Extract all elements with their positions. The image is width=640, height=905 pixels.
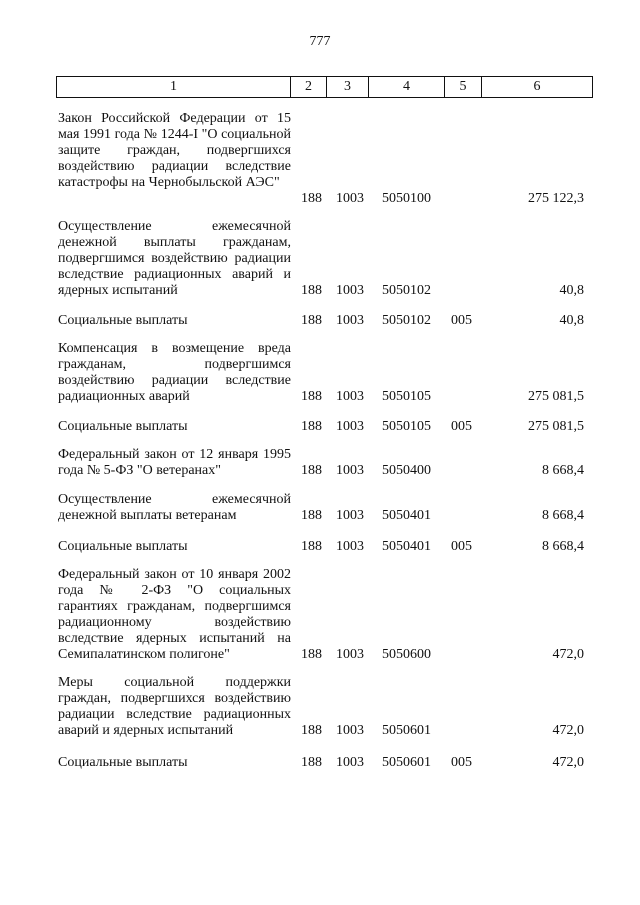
row-value-col2: 188 (301, 313, 322, 328)
row-value-col6: 275 081,5 (528, 419, 584, 434)
row-value-col3: 1003 (336, 508, 364, 523)
row-value-col4: 5050400 (382, 463, 431, 478)
row-value-col3: 1003 (336, 419, 364, 434)
column-header-1: 1 (57, 77, 291, 98)
row-description: Осуществление ежемесячной денежной выплаты ветеранам (58, 492, 291, 523)
row-description: Закон Российской Федерации от 15 мая 1991 года № 1244-I "О социальной защите граждан, подвергшихся воздействию радиации вследствие катастрофы на Чернобыльской АЭС" (58, 111, 291, 190)
row-value-col3: 1003 (336, 313, 364, 328)
row-description: Компенсация в возмещение вреда гражданам, подвергшимся воздействию радиации вследствие радиационных аварий (58, 341, 291, 404)
row-value-col4: 5050105 (382, 389, 431, 404)
row-value-col2: 188 (301, 419, 322, 434)
column-header-6: 6 (482, 77, 593, 98)
column-header-row (56, 76, 593, 98)
row-value-col4: 5050600 (382, 647, 431, 662)
row-value-col4: 5050102 (382, 283, 431, 298)
row-value-col6: 472,0 (552, 755, 584, 770)
row-value-col4: 5050105 (382, 419, 431, 434)
row-value-col3: 1003 (336, 389, 364, 404)
row-value-col4: 5050100 (382, 191, 431, 206)
column-header-5: 5 (445, 77, 482, 98)
row-value-col5: 005 (451, 419, 472, 434)
row-description: Осуществление ежемесячной денежной выплаты гражданам, подвергшимся воздействию радиации вследствие радиационных аварий и ядерных испытаний (58, 219, 291, 298)
row-value-col3: 1003 (336, 755, 364, 770)
row-value-col6: 8 668,4 (542, 463, 584, 478)
row-value-col5: 005 (451, 755, 472, 770)
row-description: Федеральный закон от 12 января 1995 года № 5-ФЗ "О ветеранах" (58, 447, 291, 478)
row-value-col4: 5050401 (382, 539, 431, 554)
row-value-col6: 40,8 (559, 313, 584, 328)
row-value-col2: 188 (301, 463, 322, 478)
row-value-col3: 1003 (336, 647, 364, 662)
row-description: Социальные выплаты (58, 539, 188, 554)
row-value-col4: 5050601 (382, 755, 431, 770)
row-value-col6: 472,0 (552, 723, 584, 738)
row-value-col2: 188 (301, 283, 322, 298)
row-value-col6: 8 668,4 (542, 508, 584, 523)
page-number: 777 (309, 34, 331, 49)
row-value-col2: 188 (301, 191, 322, 206)
row-value-col2: 188 (301, 389, 322, 404)
row-value-col3: 1003 (336, 283, 364, 298)
row-value-col3: 1003 (336, 191, 364, 206)
row-value-col6: 40,8 (559, 283, 584, 298)
row-value-col6: 8 668,4 (542, 539, 584, 554)
row-description: Социальные выплаты (58, 755, 188, 770)
row-description: Социальные выплаты (58, 419, 188, 434)
row-value-col4: 5050102 (382, 313, 431, 328)
row-description: Меры социальной поддержки граждан, подвергшихся воздействию радиации вследствие радиационных аварий и ядерных испытаний (58, 675, 291, 738)
row-description: Федеральный закон от 10 января 2002 года № 2-ФЗ "О социальных гарантиях гражданам, подвергшимся радиационному воздействию вследствие ядерных испытаний на Семипалатинском полигоне" (58, 567, 291, 662)
column-header-2: 2 (291, 77, 327, 98)
row-value-col5: 005 (451, 313, 472, 328)
row-value-col6: 275 081,5 (528, 389, 584, 404)
row-value-col2: 188 (301, 723, 322, 738)
column-header-4: 4 (369, 77, 445, 98)
row-value-col2: 188 (301, 755, 322, 770)
row-value-col3: 1003 (336, 723, 364, 738)
row-value-col2: 188 (301, 508, 322, 523)
row-value-col4: 5050601 (382, 723, 431, 738)
row-value-col4: 5050401 (382, 508, 431, 523)
row-value-col2: 188 (301, 647, 322, 662)
row-description: Социальные выплаты (58, 313, 188, 328)
column-header-3: 3 (327, 77, 369, 98)
row-value-col5: 005 (451, 539, 472, 554)
row-value-col2: 188 (301, 539, 322, 554)
row-value-col6: 472,0 (552, 647, 584, 662)
row-value-col6: 275 122,3 (528, 191, 584, 206)
row-value-col3: 1003 (336, 539, 364, 554)
row-value-col3: 1003 (336, 463, 364, 478)
